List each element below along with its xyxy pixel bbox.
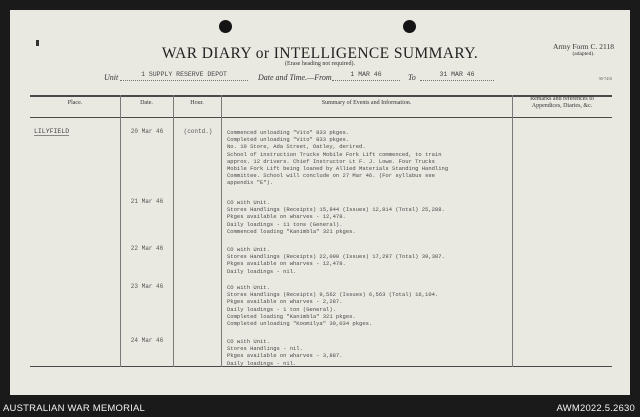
summary-line: School of instruction Trucks Mobile Fork Lift commenced, to train bbox=[227, 150, 442, 158]
column-divider bbox=[512, 95, 513, 367]
summary-line: Completed loading "Kanimbla" 321 pkges. bbox=[227, 312, 356, 320]
column-divider bbox=[173, 95, 174, 367]
punch-hole bbox=[219, 20, 232, 33]
entry-summary bbox=[227, 129, 509, 187]
summary-line: approx. 12 drivers. Chief Instructor Lt F. J. Lowe. Four Trucks bbox=[227, 157, 435, 165]
summary-line: appendix "E"). bbox=[227, 179, 274, 187]
column-header-hour: Hour. bbox=[190, 100, 204, 106]
form-code: M-7410 bbox=[599, 76, 612, 81]
entry-summary bbox=[227, 246, 509, 275]
header-rule bbox=[30, 117, 612, 118]
summary-line: CO with Unit. bbox=[227, 246, 270, 253]
summary-line: CO with Unit. bbox=[227, 338, 270, 345]
summary-line: No. 10 Store, Ada Street, Oatley, derired. bbox=[227, 143, 366, 151]
summary-line: Committee. School will conclude on 27 Mar 46. (For syllabus see bbox=[227, 172, 435, 180]
summary-line: Pkges available on wharves - 12,478. bbox=[227, 213, 346, 221]
unit-value: 1 SUPPLY RESERVE DEPOT bbox=[120, 71, 248, 81]
footer-credit: AUSTRALIAN WAR MEMORIAL bbox=[3, 403, 146, 414]
summary-line: Stores Handlings - nil. bbox=[227, 345, 303, 353]
unit-label: Unit bbox=[104, 73, 119, 82]
summary-line: Daily loadings - 11 tons (General). bbox=[227, 220, 343, 228]
summary-line: CO with Unit. bbox=[227, 199, 270, 206]
army-form-number bbox=[553, 42, 614, 57]
summary-line: Pkges available on wharves - 3,887. bbox=[227, 352, 343, 360]
entry-hour: (contd.) bbox=[183, 128, 213, 135]
summary-line: Stores Handlings (Receipts) 22,090 (Issues) 17,297 (Total) 39,387. bbox=[227, 253, 445, 261]
from-date: 1 MAR 46 bbox=[332, 71, 400, 81]
entry-date: 22 Mar 46 bbox=[130, 245, 164, 252]
to-date: 31 MAR 46 bbox=[420, 71, 494, 81]
remarks-line-1: Remarks and references to bbox=[530, 96, 594, 102]
summary-line: Pkges available on wharves - 12,478. bbox=[227, 260, 346, 268]
summary-line: Completed unloading "Vito" 833 pkges. bbox=[227, 136, 350, 144]
form-subtitle: (Erase heading not required). bbox=[285, 61, 355, 67]
place-value: LILYFIELD bbox=[34, 128, 70, 135]
diary-page bbox=[10, 10, 630, 395]
summary-line: CO with Unit. bbox=[227, 284, 270, 291]
to-label: To bbox=[408, 73, 416, 82]
summary-line: Stores Handlings (Receipts) 9,562 (Issues) 6,563 (Total) 16,104. bbox=[227, 291, 439, 299]
summary-line: Commenced loading "Kanimbla" 321 pkges. bbox=[227, 227, 356, 235]
column-divider bbox=[120, 95, 121, 367]
date-range-label: Date and Time.—From bbox=[258, 73, 332, 82]
column-header-place: Place. bbox=[67, 100, 83, 106]
summary-line: Stores Handlings (Receipts) 15,844 (Issues) 12,814 (Total) 25,288. bbox=[227, 206, 445, 214]
summary-line: Daily loadings - nil. bbox=[227, 359, 297, 367]
entry-summary bbox=[227, 284, 509, 327]
army-form-adapted: (adapted). bbox=[572, 51, 595, 57]
summary-line: Daily loadings - 1 ton (General). bbox=[227, 305, 336, 313]
entry-date: 23 Mar 46 bbox=[130, 283, 164, 290]
entry-date: 21 Mar 46 bbox=[130, 198, 164, 205]
column-header-summary: Summary of Events and Information. bbox=[321, 100, 412, 106]
column-header-remarks bbox=[512, 96, 612, 110]
column-divider bbox=[221, 95, 222, 367]
punch-hole bbox=[403, 20, 416, 33]
army-form-label: Army Form C. 2118 bbox=[553, 42, 614, 51]
summary-line: Mobile Fork Lift being loaned by Allied Materials Standing Handling bbox=[227, 165, 449, 173]
summary-line: Completed unloading "Koomilya" 39,034 pkges. bbox=[227, 320, 373, 328]
form-title: WAR DIARY or INTELLIGENCE SUMMARY. bbox=[161, 45, 479, 62]
summary-line: Pkges available on wharves - 2,287. bbox=[227, 298, 343, 306]
remarks-line-2: Appendices, Diaries, &c. bbox=[531, 103, 593, 109]
entry-summary bbox=[227, 338, 509, 367]
entry-date: 24 Mar 46 bbox=[130, 337, 164, 344]
summary-line: Daily loadings - nil. bbox=[227, 267, 297, 275]
entry-summary bbox=[227, 199, 509, 235]
column-header-date: Date. bbox=[140, 100, 153, 106]
entry-date: 20 Mar 46 bbox=[130, 128, 164, 135]
summary-line: Commenced unloading "Vito" 833 pkges. bbox=[227, 129, 350, 136]
footer-accession: AWM2022.5.2630 bbox=[556, 403, 635, 414]
